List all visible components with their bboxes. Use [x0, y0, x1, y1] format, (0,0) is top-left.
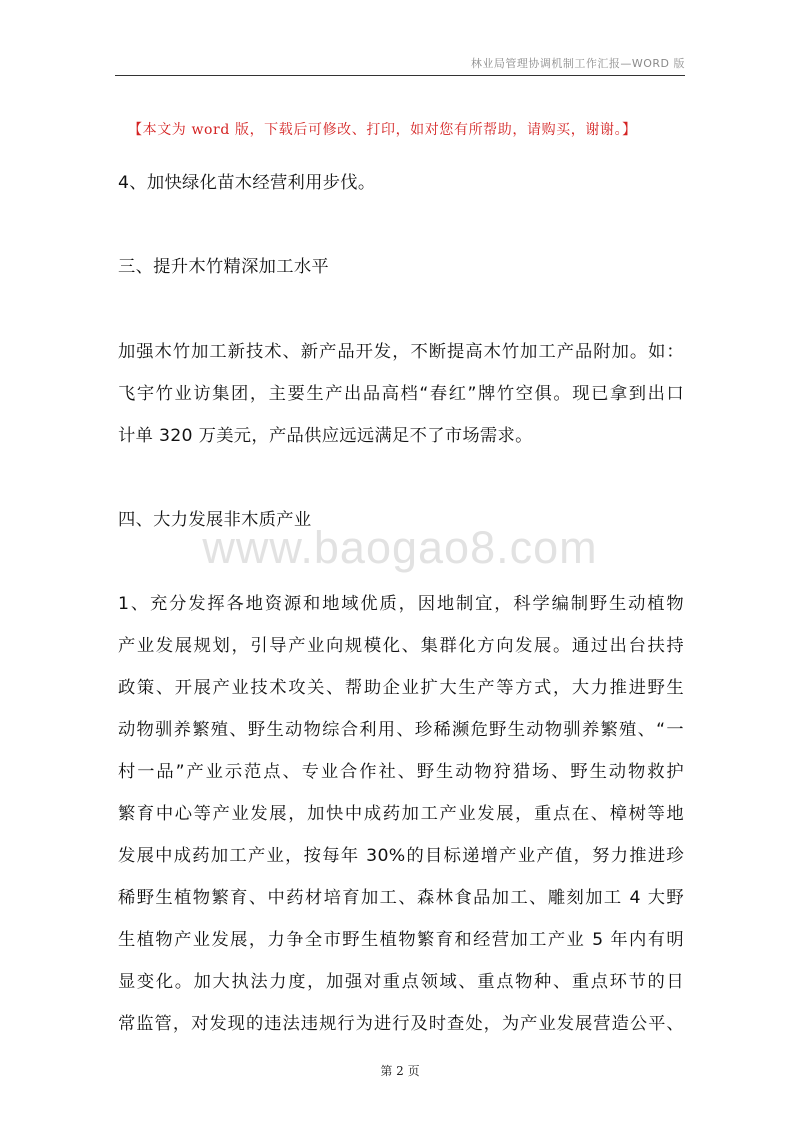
purchase-notice: 【本文为 word 版，下载后可修改、打印，如对您有所帮助，请购买，谢谢。】 — [128, 122, 637, 138]
paragraph-2-line: 动物驯养繁殖、野生动物综合利用、珍稀濒危野生动物驯养繁殖、“一 — [118, 720, 684, 740]
paragraph-2-line: 村一品”产业示范点、专业合作社、野生动物狩猎场、野生动物救护 — [118, 762, 684, 782]
item-4-text: 4、加快绿化苗木经营利用步伐。 — [118, 173, 376, 193]
paragraph-2-line: 稀野生植物繁育、中药材培育加工、森林食品加工、雕刻加工 4 大野 — [118, 888, 684, 908]
paragraph-2-line: 常监管，对发现的违法违规行为进行及时查处，为产业发展营造公平、 — [118, 1014, 684, 1034]
paragraph-2-line: 1、充分发挥各地资源和地域优质，因地制宜，科学编制野生动植物 — [118, 594, 684, 614]
paragraph-2-line: 繁育中心等产业发展，加快中成药加工产业发展，重点在、樟树等地 — [118, 804, 684, 824]
header-divider — [115, 75, 685, 76]
paragraph-1-line: 计单 320 万美元，产品供应远远满足不了市场需求。 — [118, 426, 533, 446]
paragraph-2-line: 发展中成药加工产业，按每年 30%的目标递增产业产值，努力推进珍 — [118, 846, 684, 866]
paragraph-1-line: 加强木竹加工新技术、新产品开发，不断提高木竹加工产品附加。如： — [118, 342, 684, 362]
page-header-title: 林业局管理协调机制工作汇报—WORD 版 — [470, 57, 685, 70]
page-number: 第 2 页 — [380, 1064, 420, 1078]
paragraph-2-line: 政策、开展产业技术攻关、帮助企业扩大生产等方式，大力推进野生 — [118, 678, 684, 698]
section-4-heading: 四、大力发展非木质产业 — [118, 510, 312, 530]
paragraph-2-line: 显变化。加大执法力度，加强对重点领域、重点物种、重点环节的日 — [118, 972, 684, 992]
watermark: www.baogao8.com — [202, 522, 598, 573]
paragraph-2-line: 产业发展规划，引导产业向规模化、集群化方向发展。通过出台扶持 — [118, 636, 684, 656]
paragraph-1-line: 飞宇竹业访集团，主要生产出品高档“春红”牌竹空俱。现已拿到出口 — [118, 384, 684, 404]
paragraph-2-line: 生植物产业发展，力争全市野生植物繁育和经营加工产业 5 年内有明 — [118, 930, 684, 950]
section-3-heading: 三、提升木竹精深加工水平 — [118, 257, 329, 277]
